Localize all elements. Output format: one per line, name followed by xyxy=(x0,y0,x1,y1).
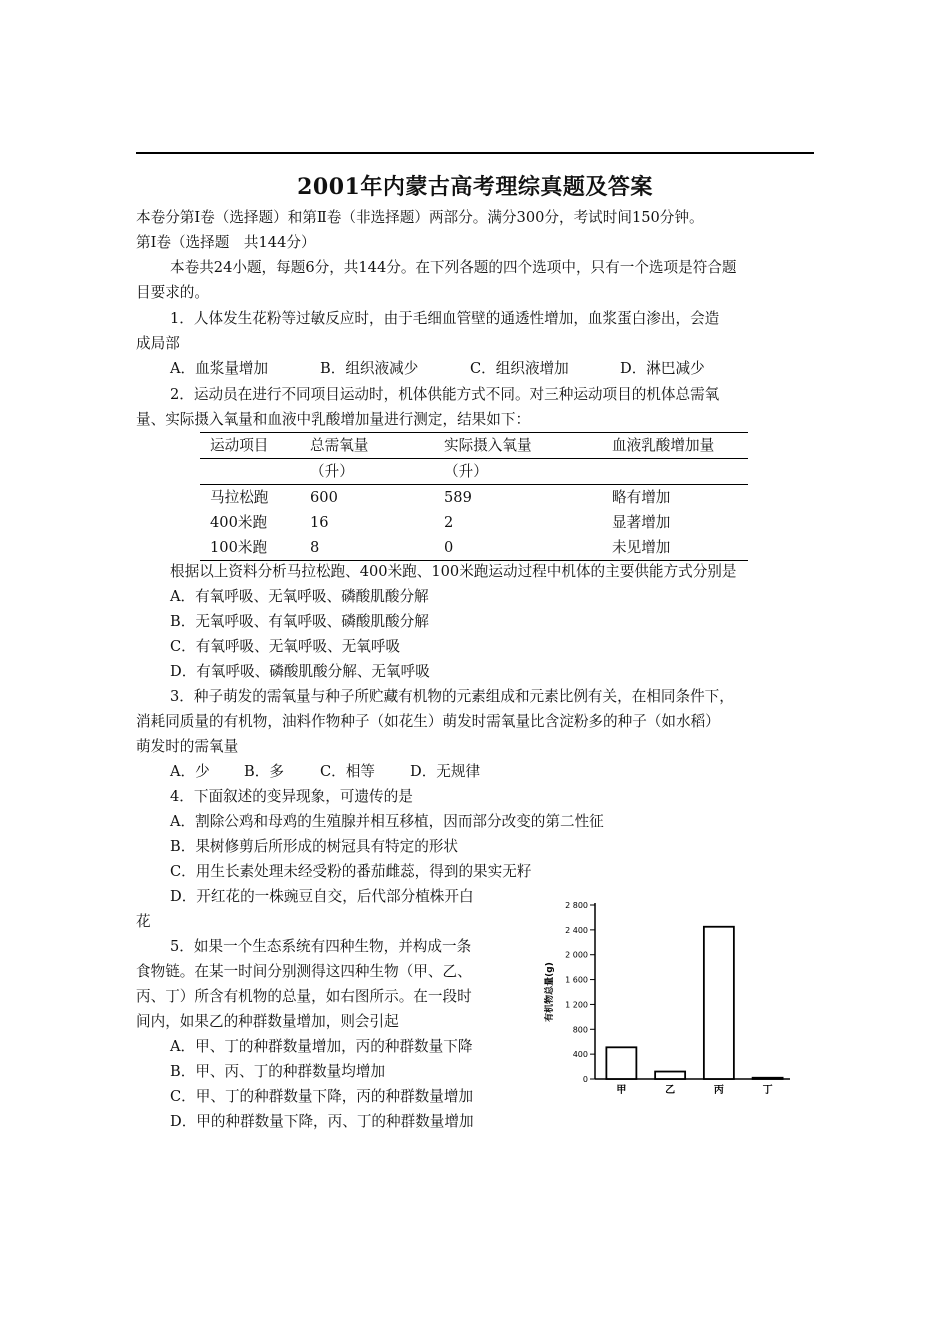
q1-line2: 成局部 xyxy=(136,335,180,352)
q5-option-d: D．甲的种群数量下降，丙、丁的种群数量增加 xyxy=(170,1113,474,1130)
table-cell: 589 xyxy=(444,489,472,506)
table-row xyxy=(200,485,748,511)
table-cell: 0 xyxy=(444,539,454,556)
q2-line2: 量、实际摄入氧量和血液中乳酸增加量进行测定，结果如下： xyxy=(136,411,531,428)
table-unit-actual-oxygen: （升） xyxy=(444,463,488,480)
table-cell: 马拉松跑 xyxy=(210,489,269,506)
q1-option-c: C．组织液增加 xyxy=(470,360,569,377)
part1-desc-line1: 本卷共24小题，每题6分，共144分。在下列各题的四个选项中，只有一个选项是符合题 xyxy=(170,259,737,276)
y-tick-label: 1 600 xyxy=(565,975,588,985)
x-tick-label: 丙 xyxy=(713,1085,724,1096)
intro-text: 本卷分第Ⅰ卷（选择题）和第Ⅱ卷（非选择题）两部分。满分300分，考试时间150分钟。 xyxy=(136,209,704,226)
q4-option-a: A．割除公鸡和母鸡的生殖腺并相互移植，因而部分改变的第二性征 xyxy=(170,813,604,830)
q3-line2: 消耗同质量的有机物，油料作物种子（如花生）萌发时需氧量比含淀粉多的种子（如水稻） xyxy=(136,713,720,730)
q2-option-c: C．有氧呼吸、无氧呼吸、无氧呼吸 xyxy=(170,638,401,655)
q3-options xyxy=(170,762,480,782)
table-unit-sport xyxy=(200,459,300,485)
q5-line2: 食物链。在某一时间分别测得这四种生物（甲、乙、 xyxy=(136,963,472,980)
x-tick-label: 丁 xyxy=(762,1085,773,1096)
q5-line3: 丙、丁）所含有机物的总量，如右图所示。在一段时 xyxy=(136,988,472,1005)
y-tick-label: 2 400 xyxy=(565,925,588,935)
q3-line3: 萌发时的需氧量 xyxy=(136,738,239,755)
table-cell: 未见增加 xyxy=(612,539,671,556)
table-cell: 400米跑 xyxy=(210,514,268,531)
table-cell: 显著增加 xyxy=(612,514,671,531)
table-header-lactic-acid: 血液乳酸增加量 xyxy=(612,437,715,454)
table-cell: 600 xyxy=(310,489,338,506)
q3-option-a: A．少 xyxy=(170,763,210,780)
page-title: 2001年内蒙古高考理综真题及答案 xyxy=(297,174,653,200)
q2-option-b: B．无氧呼吸、有氧呼吸、磷酸肌酸分解 xyxy=(170,613,429,630)
bar-丁 xyxy=(753,1078,783,1079)
table-cell: 2 xyxy=(444,514,454,531)
table-cell: 100米跑 xyxy=(210,539,268,556)
bar-甲 xyxy=(606,1047,636,1079)
table-row xyxy=(200,510,748,535)
table-header-sport: 运动项目 xyxy=(210,437,269,454)
x-tick-label: 甲 xyxy=(616,1085,627,1096)
q5-line4: 间内，如果乙的种群数量增加，则会引起 xyxy=(136,1013,399,1030)
q4-line1: 4．下面叙述的变异现象，可遗传的是 xyxy=(170,788,413,805)
table-cell: 16 xyxy=(310,514,329,531)
top-rule xyxy=(136,152,814,154)
q1-line1: 1．人体发生花粉等过敏反应时，由于毛细血管壁的通透性增加，血浆蛋白渗出，会造 xyxy=(170,310,720,327)
q3-option-c: C．相等 xyxy=(320,763,375,780)
table-unit-lactic-acid xyxy=(602,459,748,485)
table-header-total-oxygen: 总需氧量 xyxy=(310,437,369,454)
q3-option-d: D．无规律 xyxy=(410,763,481,780)
x-tick-label: 乙 xyxy=(665,1085,676,1096)
oxygen-table xyxy=(200,432,748,561)
table-row xyxy=(200,535,748,561)
q2-line1: 2．运动员在进行不同项目运动时，机体供能方式不同。对三种运动项目的机体总需氧 xyxy=(170,386,720,403)
q4-option-b: B．果树修剪后所形成的树冠具有特定的形状 xyxy=(170,838,459,855)
q2-question: 根据以上资料分析马拉松跑、400米跑、100米跑运动过程中机体的主要供能方式分别是 xyxy=(170,563,737,580)
y-tick-label: 400 xyxy=(572,1050,588,1060)
y-tick-label: 800 xyxy=(572,1025,588,1035)
q2-option-a: A．有氧呼吸、无氧呼吸、磷酸肌酸分解 xyxy=(170,588,429,605)
q1-option-b: B．组织液减少 xyxy=(320,360,419,377)
q1-option-d: D．淋巴减少 xyxy=(620,360,705,377)
q4-option-c: C．用生长素处理未经受粉的番茄雌蕊，得到的果实无籽 xyxy=(170,863,532,880)
q4-option-d: D．开红花的一株豌豆自交，后代部分植株开白 xyxy=(170,888,474,905)
q1-options xyxy=(170,359,705,379)
q4-option-d-cont: 花 xyxy=(136,913,151,930)
q5-option-a: A．甲、丁的种群数量增加，丙的种群数量下降 xyxy=(170,1038,473,1055)
q3-line1: 3．种子萌发的需氧量与种子所贮藏有机物的元素组成和元素比例有关，在相同条件下， xyxy=(170,688,734,705)
part1-header: 第Ⅰ卷（选择题 共144分） xyxy=(136,234,316,251)
table-cell: 略有增加 xyxy=(612,489,671,506)
bar-乙 xyxy=(655,1072,685,1079)
organic-matter-bar-chart xyxy=(540,893,800,1103)
y-tick-label: 1 200 xyxy=(565,1000,588,1010)
y-tick-label: 0 xyxy=(582,1075,588,1084)
chart-svg xyxy=(540,893,800,1103)
q2-option-d: D．有氧呼吸、磷酸肌酸分解、无氧呼吸 xyxy=(170,663,430,680)
q5-option-b: B．甲、丙、丁的种群数量均增加 xyxy=(170,1063,386,1080)
q5-line1: 5．如果一个生态系统有四种生物，并构成一条 xyxy=(170,938,472,955)
y-axis-label: 有机物总量(g) xyxy=(545,962,555,1022)
table-cell: 8 xyxy=(310,539,320,556)
q3-option-b: B．多 xyxy=(244,763,284,780)
table-unit-total-oxygen: （升） xyxy=(310,463,354,480)
part1-desc-line2: 目要求的。 xyxy=(136,284,209,301)
bar-丙 xyxy=(704,927,734,1079)
y-tick-label: 2 800 xyxy=(565,901,588,910)
table-header-actual-oxygen: 实际摄入氧量 xyxy=(444,437,532,454)
y-tick-label: 2 000 xyxy=(565,950,588,960)
q1-option-a: A．血浆量增加 xyxy=(170,360,269,377)
q5-option-c: C．甲、丁的种群数量下降，丙的种群数量增加 xyxy=(170,1088,474,1105)
